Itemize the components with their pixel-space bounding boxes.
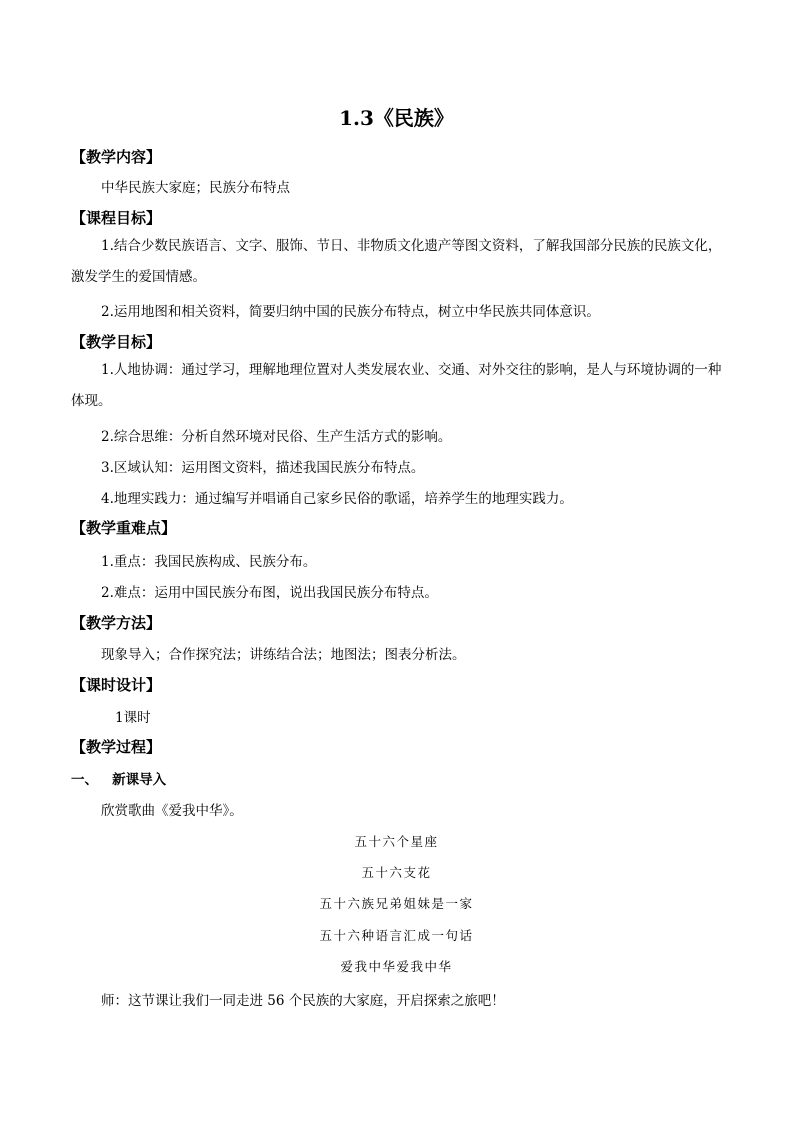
heading-teaching-goals: 【教学目标】 [71,333,162,351]
document-title: 1.3《民族》 [339,106,454,130]
heading-class-hours: 【课时设计】 [71,676,162,694]
lyric-line: 五十六种语言汇成一句话 [319,928,474,943]
key-point-2: 2.难点：运用中国民族分布图，说出我国民族分布特点。 [101,585,438,601]
heading-key-points: 【教学重难点】 [71,519,177,537]
process-intro-text: 欣赏歌曲《爱我中华》。 [101,803,243,819]
teaching-goal-2: 2.综合思维：分析自然环境对民俗、生产生活方式的影响。 [101,429,452,445]
lyric-line: 五十六支花 [361,865,432,880]
class-hours-text: 1课时 [115,710,151,726]
teaching-goal-1: 1.人地协调：通过学习，理解地理位置对人类发展农业、交通、对外交往的影响，是人与环境协调的一种体现。 [71,362,722,409]
lyric-line: 五十六个星座 [354,834,439,849]
teaching-content-text: 中华民族大家庭；民族分布特点 [101,180,290,196]
teaching-goal-4: 4.地理实践力：通过编写并唱诵自己家乡民俗的歌谣，培养学生的地理实践力。 [101,491,573,507]
heading-process: 【教学过程】 [71,738,162,756]
methods-text: 现象导入；合作探究法；讲练结合法；地图法；图表分析法。 [101,647,466,663]
teacher-remark: 师：这节课让我们一同走进 56 个民族的大家庭，开启探索之旅吧！ [101,993,505,1009]
curriculum-goal-1: 1.结合少数民族语言、文字、服饰、节日、非物质文化遗产等图文资料，了解我国部分民族的民族文化，激发学生的爱国情感。 [71,238,722,285]
curriculum-goal-2: 2.运用地图和相关资料，简要归纳中国的民族分布特点，树立中华民族共同体意识。 [101,304,600,320]
teaching-goal-3: 3.区域认知：运用图文资料，描述我国民族分布特点。 [101,460,425,476]
heading-methods: 【教学方法】 [71,614,162,632]
section-new-lesson-intro: 一、 新课导入 [71,772,167,788]
lyric-line: 五十六族兄弟姐妹是一家 [319,896,474,911]
heading-curriculum-goals: 【课程目标】 [71,209,162,227]
key-point-1: 1.重点：我国民族构成、民族分布。 [101,554,317,570]
heading-teaching-content: 【教学内容】 [71,148,162,166]
lyric-line: 爱我中华爱我中华 [340,959,453,974]
